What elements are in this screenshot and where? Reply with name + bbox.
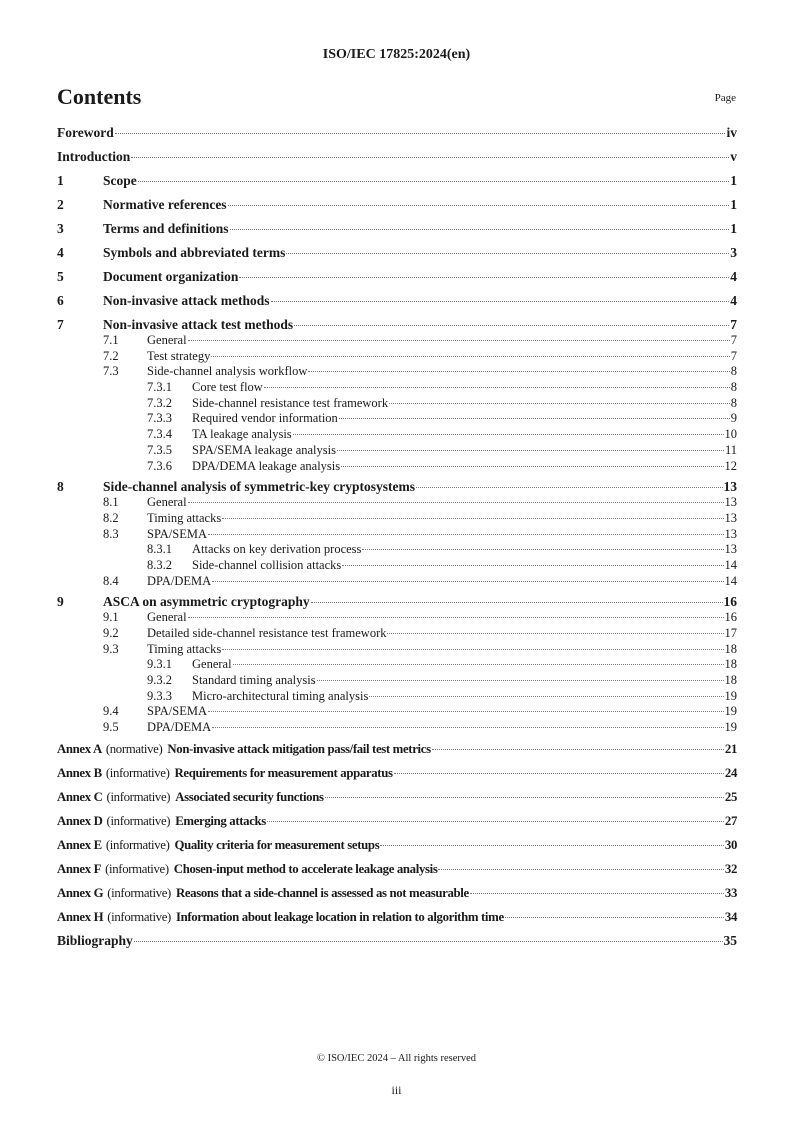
entry-title[interactable]: Timing attacks [147, 510, 222, 525]
dot-leader [208, 534, 724, 535]
entry-page: 7 [730, 333, 737, 347]
toc-entry[interactable] [57, 443, 737, 459]
annex-label: Annex G [57, 885, 104, 900]
toc-entry[interactable] [57, 269, 737, 285]
entry-number: 7.3.1 [147, 380, 172, 395]
dot-leader [416, 487, 723, 488]
dot-leader [228, 205, 730, 206]
entry-title[interactable]: SPA/SEMA leakage analysis [192, 442, 336, 457]
entry-page: 13 [723, 479, 737, 495]
annex-type: (informative) [105, 837, 170, 852]
entry-number: 8.3 [103, 526, 119, 541]
document-header: ISO/IEC 17825:2024(en) [322, 47, 471, 62]
dot-leader [294, 325, 729, 326]
entry-number: 9.3.2 [147, 673, 172, 688]
annex-type: (informative) [105, 861, 169, 876]
annex-type: (informative) [106, 813, 171, 828]
dot-leader [222, 649, 723, 650]
entry-page: 8 [730, 395, 737, 410]
toc-entry[interactable] [57, 642, 737, 658]
entry-title[interactable]: Document organization [103, 269, 239, 284]
dot-leader [286, 253, 729, 254]
entry-page: 18 [724, 657, 737, 672]
entry-number: 7.3.3 [147, 411, 172, 426]
entry-number: 5 [57, 269, 64, 284]
dot-leader [212, 727, 723, 728]
entry-number: 7.3.6 [147, 458, 172, 473]
dot-leader [341, 466, 723, 467]
toc-entry[interactable] [57, 861, 737, 877]
dot-leader [369, 696, 723, 697]
dot-leader [267, 821, 724, 822]
entry-page: 25 [724, 789, 737, 804]
entry-number: 8.2 [103, 510, 119, 525]
toc-entry[interactable] [57, 380, 737, 396]
entry-page: 7 [730, 317, 737, 332]
annex-label: Annex H [57, 909, 104, 924]
toc-entry[interactable] [57, 909, 737, 925]
entry-number: 7.3.5 [147, 442, 172, 457]
entry-number: 8.3.2 [147, 557, 172, 572]
annex-type: (informative) [107, 885, 171, 900]
dot-leader [470, 893, 724, 894]
entry-title[interactable]: Attacks on key derivation process [192, 542, 362, 557]
toc-entry[interactable] [57, 221, 737, 237]
dot-leader [438, 869, 723, 870]
entry-page: 8 [730, 380, 737, 395]
toc-entry[interactable] [57, 245, 737, 261]
toc-entry[interactable] [57, 704, 737, 720]
entry-title[interactable]: Requirements for measurement apparatus [174, 765, 393, 780]
annex-label: Annex E [57, 837, 102, 852]
annex-type: (normative) [105, 741, 163, 756]
annex-label: Annex A [57, 741, 102, 756]
toc-entry[interactable] [57, 349, 737, 365]
entry-number: 4 [57, 245, 64, 260]
dot-leader [380, 845, 724, 846]
toc-entry[interactable] [57, 720, 737, 736]
entry-title[interactable]: Detailed side-channel resistance test framework [147, 626, 387, 640]
entry-page: 13 [724, 510, 737, 525]
entry-page: 13 [724, 495, 737, 510]
dot-leader [115, 133, 726, 134]
entry-page: 9 [730, 411, 737, 426]
dot-leader [208, 711, 724, 712]
annex-type: (informative) [105, 765, 170, 780]
toc-entry[interactable] [57, 689, 737, 705]
toc-entry[interactable] [57, 333, 737, 349]
dot-leader [432, 749, 724, 750]
dot-leader [264, 387, 730, 388]
entry-page: 19 [724, 704, 737, 719]
dot-leader [131, 157, 729, 158]
page-column-label: Page [714, 92, 736, 104]
dot-leader [134, 941, 723, 942]
dot-leader [394, 773, 724, 774]
toc-entry[interactable] [57, 610, 737, 626]
entry-page: 16 [724, 610, 737, 625]
entry-title[interactable]: Introduction [57, 149, 131, 164]
table-of-contents [57, 125, 737, 949]
toc-entry[interactable] [57, 197, 737, 213]
dot-leader [233, 664, 724, 665]
entry-title[interactable]: DPA/DEMA leakage analysis [192, 458, 341, 473]
entry-page: 34 [724, 909, 737, 924]
entry-number: 7.1 [103, 333, 119, 347]
entry-number: 9.3.3 [147, 688, 172, 703]
entry-title[interactable]: Side-channel collision attacks [192, 557, 342, 572]
entry-title[interactable]: DPA/DEMA [147, 573, 212, 588]
entry-title[interactable]: Non-invasive attack mitigation pass/fail test metrics [167, 741, 431, 756]
entry-number: 7.2 [103, 348, 119, 363]
entry-number: 9.3 [103, 641, 119, 656]
dot-leader [230, 229, 730, 230]
entry-page: 16 [723, 594, 737, 610]
entry-number: 8.3.1 [147, 542, 172, 557]
entry-title[interactable]: General [192, 657, 232, 672]
dot-leader [505, 917, 724, 918]
toc-entry[interactable] [57, 626, 737, 642]
entry-page: 21 [724, 741, 737, 756]
page-number: iii [391, 1083, 402, 1097]
entry-page: 18 [724, 641, 737, 656]
entry-page: 24 [724, 765, 737, 780]
dot-leader [342, 565, 723, 566]
entry-number: 9.4 [103, 704, 119, 719]
entry-title[interactable]: Associated security functions [175, 789, 324, 804]
dot-leader [293, 434, 724, 435]
toc-entry[interactable] [57, 173, 737, 189]
entry-title[interactable]: Core test flow [192, 380, 263, 395]
entry-number: 9.3.1 [147, 657, 172, 672]
toc-entry[interactable] [57, 673, 737, 689]
entry-page: 10 [724, 427, 737, 442]
entry-title[interactable]: Non-invasive attack test methods [103, 317, 294, 332]
toc-entry[interactable] [57, 427, 737, 443]
entry-page: 7 [730, 348, 737, 363]
entry-title[interactable]: Non-invasive attack methods [103, 293, 270, 308]
toc-entry[interactable] [57, 479, 737, 495]
entry-title[interactable]: General [147, 333, 187, 347]
dot-leader [188, 340, 730, 341]
annex-label: Annex F [57, 861, 102, 876]
entry-page: 14 [724, 573, 737, 588]
toc-entry[interactable] [57, 149, 737, 165]
entry-title[interactable]: DPA/DEMA [147, 720, 212, 735]
entry-number: 9.5 [103, 720, 119, 735]
entry-title[interactable]: General [147, 495, 187, 510]
entry-number: 9 [57, 594, 64, 610]
annex-label: Annex D [57, 813, 103, 828]
toc-entry[interactable] [57, 574, 737, 590]
entry-page: 32 [724, 861, 737, 876]
entry-title[interactable]: Side-channel resistance test framework [192, 395, 389, 410]
dot-leader [308, 371, 729, 372]
toc-entry[interactable] [57, 558, 737, 574]
toc-entry[interactable] [57, 594, 737, 610]
dot-leader [188, 617, 724, 618]
entry-title[interactable]: Side-channel analysis workflow [147, 364, 308, 379]
entry-title[interactable]: Emerging attacks [175, 813, 266, 828]
entry-number: 7.3 [103, 364, 119, 379]
dot-leader [212, 581, 723, 582]
entry-page: 35 [723, 932, 737, 948]
entry-page: 3 [730, 245, 737, 260]
toc-entry[interactable] [57, 885, 737, 901]
toc-entry[interactable] [57, 837, 737, 853]
entry-title[interactable]: Required vendor information [192, 411, 338, 426]
dot-leader [317, 680, 724, 681]
dot-leader [222, 518, 723, 519]
entry-title[interactable]: ASCA on asymmetric cryptography [103, 594, 310, 610]
toc-entry[interactable] [57, 741, 737, 757]
entry-page: 33 [724, 885, 737, 900]
dot-leader [362, 549, 723, 550]
entry-title[interactable]: Quality criteria for measurement setups [174, 837, 380, 852]
annex-type: (informative) [106, 789, 171, 804]
dot-leader [271, 301, 730, 302]
copyright-footer: © ISO/IEC 2024 – All rights reserved [316, 1053, 477, 1064]
entry-page: 17 [724, 626, 737, 640]
entry-page: 13 [724, 526, 737, 541]
entry-page: 19 [724, 720, 737, 735]
entry-number: 7.3.2 [147, 395, 172, 410]
entry-title[interactable]: Terms and definitions [103, 221, 229, 236]
entry-page: 19 [724, 688, 737, 703]
entry-number: 6 [57, 293, 64, 308]
entry-page: 13 [724, 542, 737, 557]
entry-page: 1 [730, 221, 737, 236]
entry-number: 8.4 [103, 573, 119, 588]
entry-title[interactable]: Side-channel analysis of symmetric-key cryptosystems [103, 479, 415, 495]
toc-entry[interactable] [57, 396, 737, 412]
entry-page: 1 [730, 197, 737, 212]
page-title: Contents [57, 84, 142, 109]
toc-entry[interactable] [57, 317, 737, 333]
dot-leader [387, 633, 723, 634]
entry-page: 8 [730, 364, 737, 379]
entry-page: v [730, 149, 737, 164]
dot-leader [188, 502, 724, 503]
dot-leader [311, 602, 723, 603]
dot-leader [325, 797, 724, 798]
entry-title[interactable]: Bibliography [57, 932, 133, 948]
toc-entry[interactable] [57, 542, 737, 558]
toc-entry[interactable] [57, 411, 737, 427]
entry-title[interactable]: Test strategy [147, 348, 211, 363]
toc-entry[interactable] [57, 459, 737, 475]
toc-entry[interactable] [57, 527, 737, 543]
entry-number: 2 [57, 197, 64, 212]
dot-leader [239, 277, 729, 278]
dot-leader [389, 403, 730, 404]
entry-title[interactable]: Information about leakage location in relation to algorithm time [175, 909, 504, 924]
entry-title[interactable]: Standard timing analysis [192, 673, 316, 688]
toc-entry[interactable] [57, 765, 737, 781]
toc-entry[interactable] [57, 293, 737, 309]
dot-leader [211, 356, 729, 357]
toc-entry[interactable] [57, 495, 737, 511]
entry-number: 8.1 [103, 495, 119, 510]
entry-page: 30 [724, 837, 737, 852]
entry-number: 1 [57, 173, 64, 188]
entry-page: 12 [724, 458, 737, 473]
entry-title[interactable]: Chosen-input method to accelerate leakage analysis [173, 861, 438, 876]
entry-page: iv [726, 125, 737, 140]
entry-title[interactable]: Symbols and abbreviated terms [103, 245, 286, 260]
entry-page: 4 [730, 293, 737, 308]
entry-number: 7.3.4 [147, 427, 172, 442]
dot-leader [138, 181, 730, 182]
toc-entry[interactable] [57, 511, 737, 527]
dot-leader [337, 450, 724, 451]
entry-title[interactable]: Scope [103, 173, 137, 188]
entry-title[interactable]: Reasons that a side-channel is assessed as not measurable [175, 885, 469, 900]
entry-page: 1 [730, 173, 737, 188]
entry-page: 14 [724, 557, 737, 572]
entry-number: 8 [57, 479, 64, 495]
entry-page: 11 [724, 442, 737, 457]
entry-page: 18 [724, 673, 737, 688]
annex-label: Annex B [57, 765, 102, 780]
dot-leader [339, 418, 730, 419]
entry-number: 3 [57, 221, 64, 236]
annex-type: (informative) [107, 909, 171, 924]
entry-title[interactable]: Timing attacks [147, 641, 222, 656]
entry-title[interactable]: General [147, 610, 187, 625]
toc-entry[interactable] [57, 657, 737, 673]
entry-number: 9.2 [103, 626, 119, 640]
toc-entry[interactable] [57, 125, 737, 141]
toc-entry[interactable] [57, 789, 737, 805]
entry-title[interactable]: Micro-architectural timing analysis [192, 688, 369, 703]
entry-title[interactable]: SPA/SEMA [147, 704, 207, 719]
toc-entry[interactable] [57, 813, 737, 829]
entry-title[interactable]: Normative references [103, 197, 227, 212]
entry-page: 27 [724, 813, 737, 828]
entry-title[interactable]: Foreword [57, 125, 114, 140]
toc-entry[interactable] [57, 933, 737, 949]
entry-number: 7 [57, 317, 64, 332]
toc-entry[interactable] [57, 364, 737, 380]
annex-label: Annex C [57, 789, 103, 804]
entry-page: 4 [730, 269, 737, 284]
entry-title[interactable]: SPA/SEMA [147, 526, 207, 541]
entry-number: 9.1 [103, 610, 119, 625]
entry-title[interactable]: TA leakage analysis [192, 427, 292, 442]
